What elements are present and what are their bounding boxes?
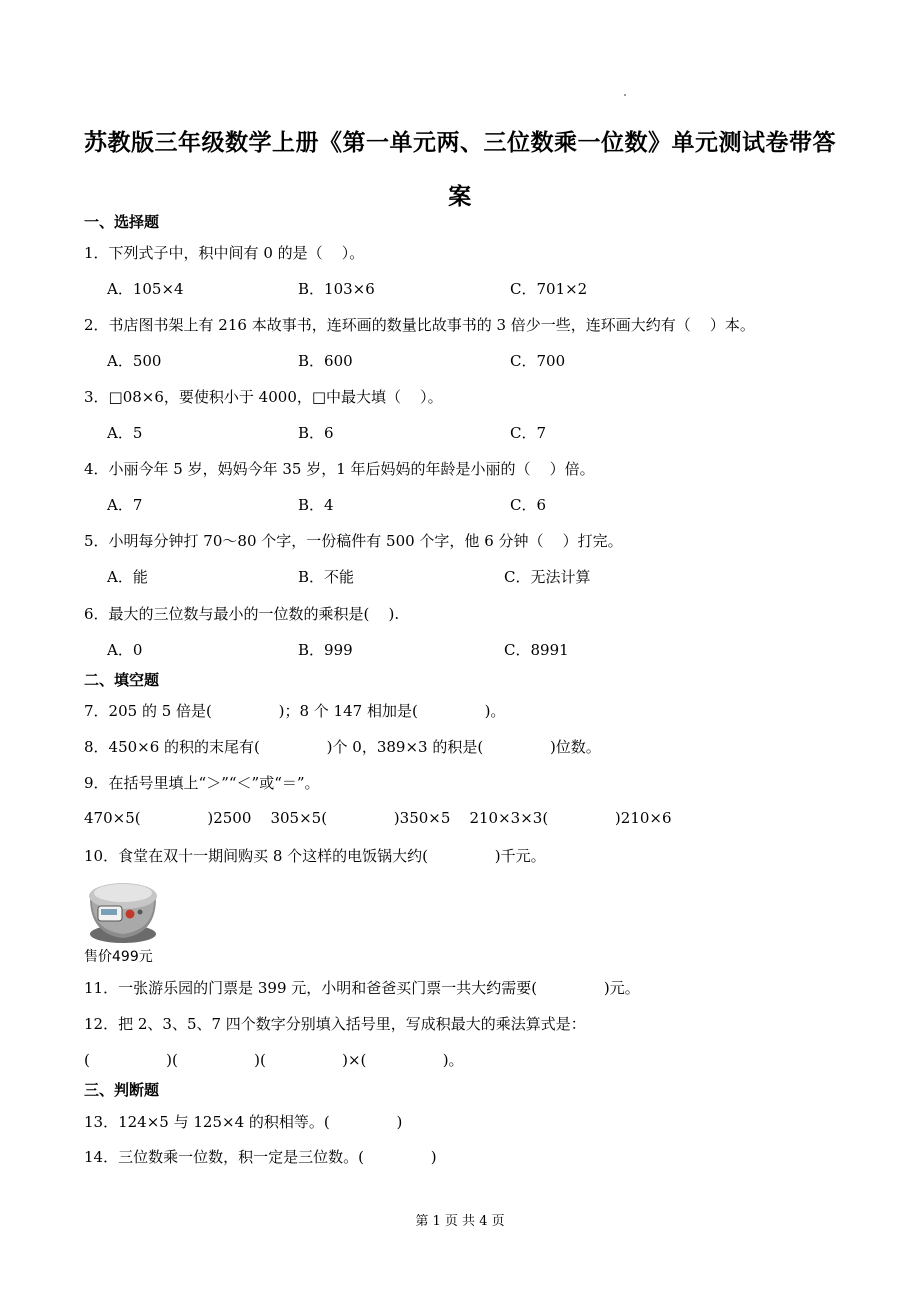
q5-option-c: C．无法计算 <box>504 568 591 586</box>
question-10: 10．食堂在双十一期间购买 8 个这样的电饭锅大约( )千元。 <box>84 847 546 865</box>
question-9: 9．在括号里填上“＞”“＜”或“＝”。 <box>84 774 320 792</box>
q4-option-b: B．4 <box>298 496 334 514</box>
q6-option-a: A．0 <box>107 641 143 659</box>
question-8: 8．450×6 的积的末尾有( )个 0，389×3 的积是( )位数。 <box>84 738 601 756</box>
q2-option-a: A．500 <box>107 352 162 370</box>
q5-option-a: A．能 <box>107 568 148 586</box>
q4-option-a: A．7 <box>107 496 143 514</box>
question-13: 13．124×5 与 125×4 的积相等。( ) <box>84 1113 403 1131</box>
question-11: 11．一张游乐园的门票是 399 元，小明和爸爸买门票一共大约需要( )元。 <box>84 979 640 997</box>
question-2: 2．书店图书架上有 216 本故事书，连环画的数量比故事书的 3 倍少一些，连环画大约有（ ）本。 <box>84 316 755 334</box>
speck <box>624 94 626 96</box>
question-1: 1．下列式子中，积中间有 0 的是（ ）。 <box>84 244 365 262</box>
q6-option-c: C．8991 <box>504 641 569 659</box>
q3-option-a: A．5 <box>107 424 143 442</box>
section-fill: 二、填空题 <box>84 671 160 689</box>
question-6: 6．最大的三位数与最小的一位数的乘积是( ). <box>84 605 400 623</box>
section-choice: 一、选择题 <box>84 213 160 231</box>
q1-option-c: C．701×2 <box>510 280 588 298</box>
q3-option-c: C．7 <box>510 424 547 442</box>
page-footer: 第 1 页 共 4 页 <box>415 1214 505 1229</box>
q6-option-b: B．999 <box>298 641 353 659</box>
q2-option-c: C．700 <box>510 352 566 370</box>
question-12-line: ( )( )( )×( )。 <box>84 1051 464 1069</box>
price-label: 售价499元 <box>84 949 153 965</box>
question-9-line: 470×5( )2500 305×5( )350×5 210×3×3( )210×6 <box>84 809 672 827</box>
q4-option-c: C．6 <box>510 496 547 514</box>
question-7: 7．205 的 5 倍是( )；8 个 147 相加是( )。 <box>84 702 506 720</box>
section-judge: 三、判断题 <box>84 1081 160 1099</box>
question-5: 5．小明每分钟打 70～80 个字，一份稿件有 500 个字，他 6 分钟（ ）打完。 <box>84 532 623 550</box>
question-4: 4．小丽今年 5 岁，妈妈今年 35 岁，1 年后妈妈的年龄是小丽的（ ）倍。 <box>84 460 595 478</box>
q5-option-b: B．不能 <box>298 568 355 586</box>
q1-option-a: A．105×4 <box>107 280 184 298</box>
title-line-1: 苏教版三年级数学上册《第一单元两、三位数乘一位数》单元测试卷带答 <box>84 130 836 156</box>
rice-cooker-image <box>84 876 162 946</box>
title-line-2: 案 <box>448 184 472 210</box>
question-3: 3．□08×6，要使积小于 4000，□中最大填（ ）。 <box>84 388 443 406</box>
q1-option-b: B．103×6 <box>298 280 375 298</box>
q3-option-b: B．6 <box>298 424 334 442</box>
q2-option-b: B．600 <box>298 352 353 370</box>
page-title <box>60 116 860 224</box>
question-14: 14．三位数乘一位数，积一定是三位数。( ) <box>84 1148 437 1166</box>
question-12: 12．把 2、3、5、7 四个数字分别填入括号里，写成积最大的乘法算式是： <box>84 1015 586 1033</box>
